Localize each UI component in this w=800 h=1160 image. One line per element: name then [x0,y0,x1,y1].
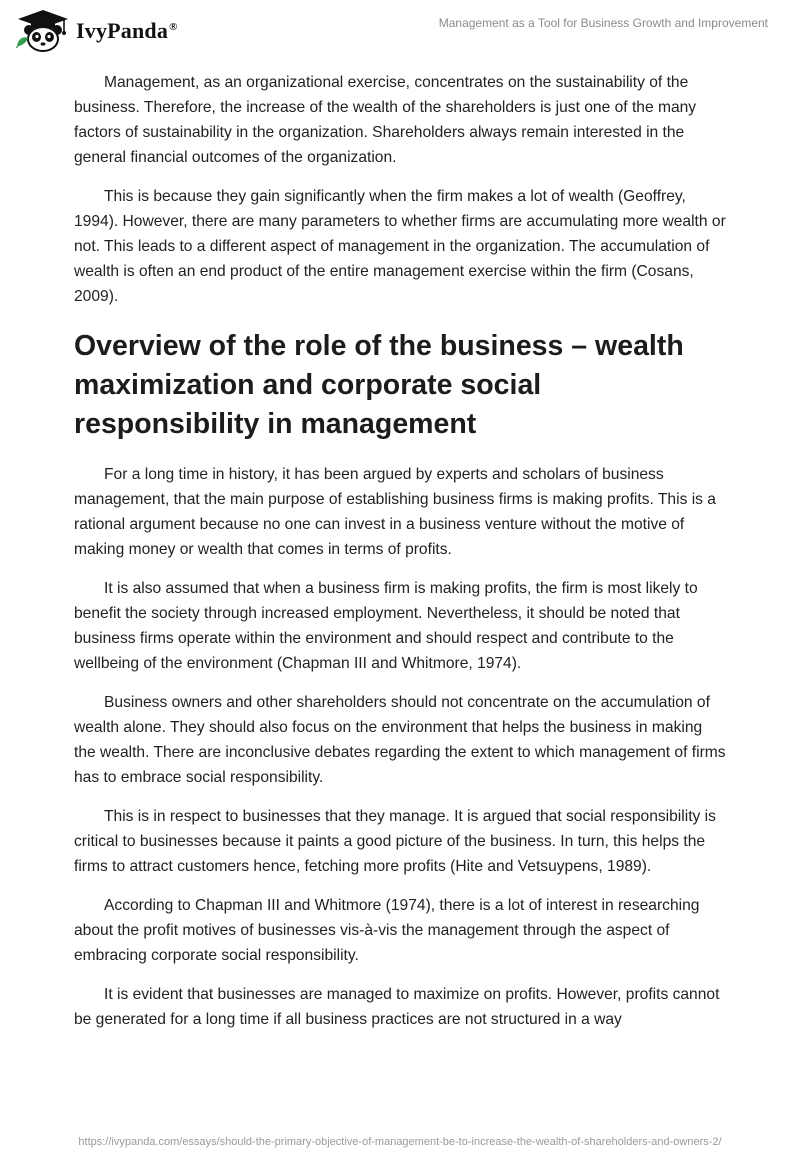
ivypanda-logo[interactable] [14,8,178,54]
article-body [74,70,728,1046]
paragraph: It is also assumed that when a business firm is making profits, the firm is most likely to benefit the society through increased employment. Nevertheless, it should be noted that business firms operate within the environment and should respect and contribute to the wellbeing of the environment (Chapman III and Whitmore, 1974). [74,580,698,672]
paragraph: For a long time in history, it has been argued by experts and scholars of business management, that the main purpose of establishing business firms is making profits. This is a rational argument because no one can invest in a business venture without the motive of making money or wealth that comes in terms of profits. [74,466,716,558]
paragraph: According to Chapman III and Whitmore (1974), there is a lot of interest in researching about the profit motives of businesses vis-à-vis the management through the aspect of embracing corporate social responsibility. [74,897,700,964]
paragraph: Management, as an organizational exercise, concentrates on the sustainability of the business. Therefore, the increase of the wealth of the shareholders is just one of the many factors of sustainability in the organization. Shareholders always remain interested in the general financial outcomes of the organization. [74,74,697,166]
paragraph: Business owners and other shareholders should not concentrate on the accumulation of wealth alone. They should also focus on the environment that helps the business in making the wealth. There are inconclusive debates regarding the extent to which management of firms has to embrace social responsibility. [74,694,726,786]
section-heading: Overview of the role of the business – wealth maximization and corporate social responsibility in management [74,330,684,440]
page-header [0,0,800,60]
brand-name: IvyPanda® [76,18,178,43]
document-title: Management as a Tool for Business Growth and Improvement [438,16,768,30]
source-url[interactable]: https://ivypanda.com/essays/should-the-primary-objective-of-management-be-to-increase-the-wealth-of-shareholders-and-owners-2/ [78,1136,722,1148]
panda-graduate-icon [14,8,72,54]
paragraph: It is evident that businesses are managed to maximize on profits. However, profits cannot be generated for a long time if all business practices are not structured in a way [74,986,720,1028]
paragraph: This is because they gain significantly when the firm makes a lot of wealth (Geoffrey, 1994). However, there are many parameters to whether firms are accumulating more wealth or not. This leads to a different aspect of management in the organization. The accumulation of wealth is often an end product of the entire management exercise within the firm (Cosans, 2009). [74,188,726,305]
registered-mark: ® [169,20,178,33]
paragraph: This is in respect to businesses that they manage. It is argued that social responsibility is critical to businesses because it paints a good picture of the business. In turn, this helps the firms to attract customers hence, fetching more profits (Hite and Vetsuypens, 1989). [74,808,716,875]
